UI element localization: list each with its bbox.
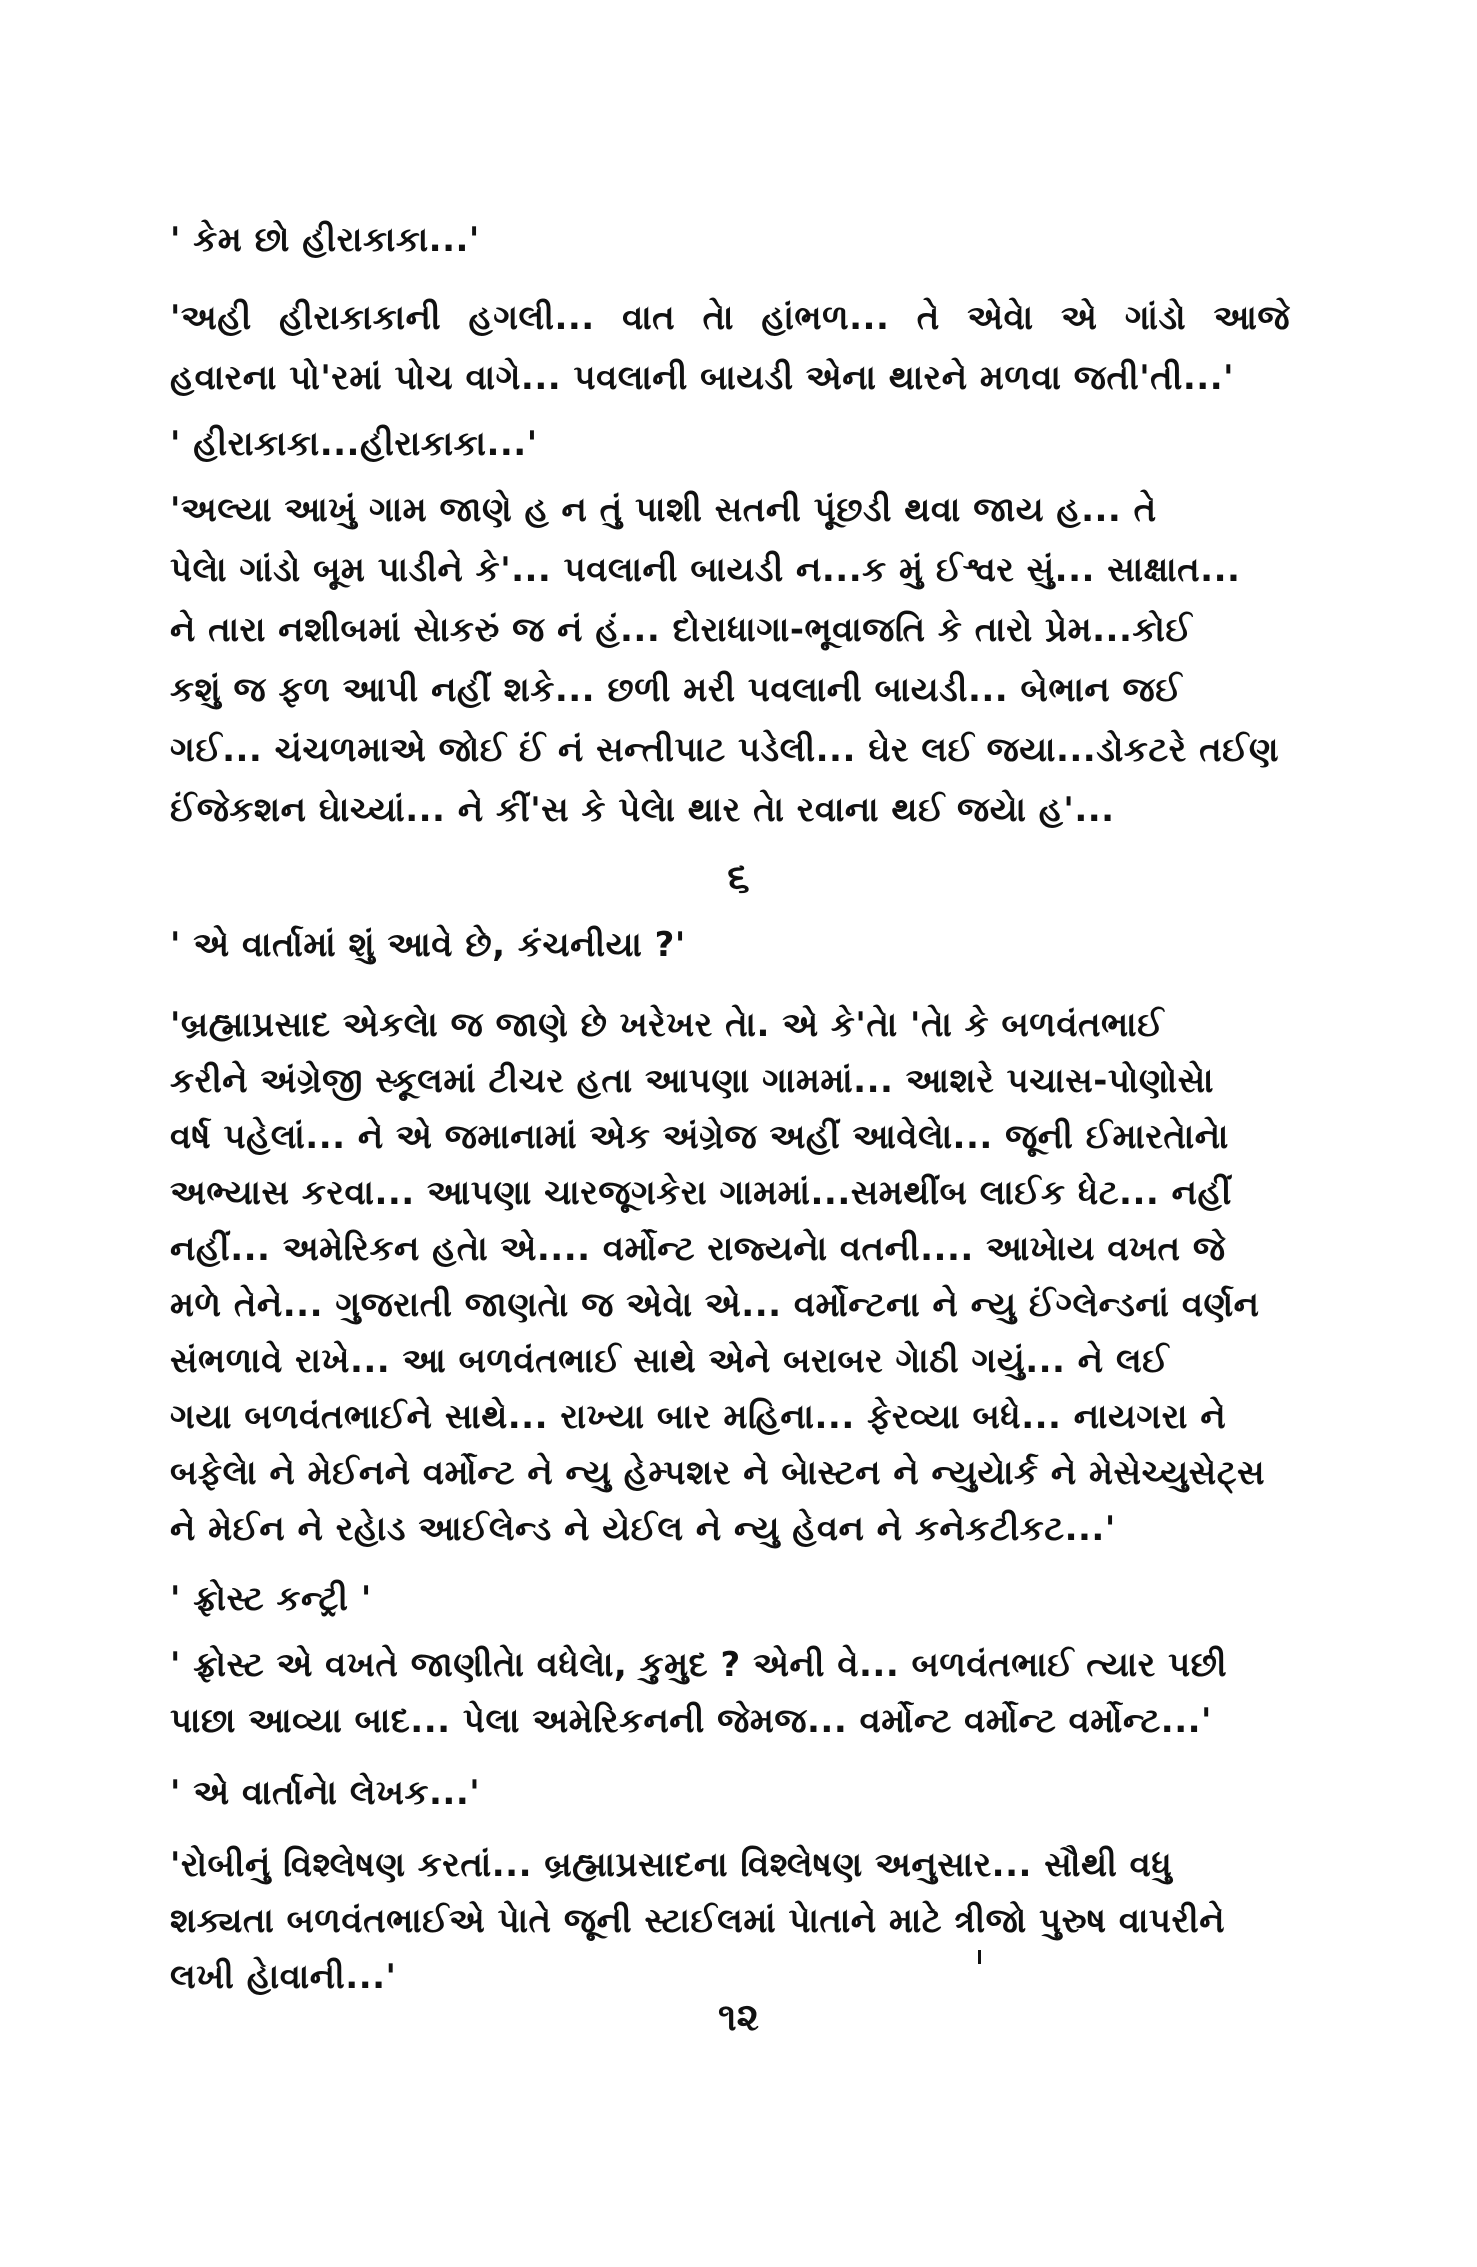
text-line: હવારના પો'રમાં પોચ વાગે... પવલાની બાયડી એના થારને મળવા જતી'તી...': [170, 358, 1235, 398]
text-line: નહીં... અમેરિકન હતેા એ.... વર્મોન્ટ રાજ્યનેા વતની.... આખેાય વખત જે: [170, 1229, 1226, 1269]
text-line: શક્યતા બળવંતભાઈએ પેાતે જૂની સ્ટાઈલમાં પેાતાને માટે ત્રીજો પુરુષ વાપરીને: [170, 1901, 1226, 1941]
text-line: ગઈ... ચંચળમાએ જોઈ ઈં નં સન્તીપાટ પડેલી... ઘેર લઈ જયા...ડોકટરે તઈણ: [170, 730, 1280, 770]
text-line: ' કેમ છો હીરાકાકા...': [170, 220, 480, 260]
text-line: ને મેઈન ને રહેાડ આઈલેન્ડ ને યેઈલ ને ન્યુ હેવન ને કનેકટીકટ...': [170, 1509, 1116, 1549]
text-line: અભ્યાસ કરવા... આપણા ચારજૂગકેરા ગામમાં...સમથીંબ લાઈક ધેટ... નહીં: [170, 1173, 1232, 1213]
text-line: ને તારા નશીબમાં સેાકરું જ નં હં... દોરાધાગા-ભૂવાજતિ કે તારો પ્રેમ...કોઈ: [170, 610, 1193, 650]
text-line: ' એ વાર્તામાં શું આવે છે, કંચનીયા ?': [170, 925, 686, 965]
text-line: ' એ વાર્તાનેા લેખક...': [170, 1773, 481, 1813]
print-speck: [978, 1950, 981, 1964]
text-line: ' ફ્રોસ્ટ એ વખતે જાણીતેા વધેલેા, કુમુદ ? એની વે... બળવંતભાઈ ત્યાર પછી: [170, 1645, 1228, 1685]
text-line: બફેલેા ને મેઈનને વર્મોન્ટ ને ન્યુ હેમ્પશર ને બેાસ્ટન ને ન્યુયેાર્ક ને મેસેચ્યુસેટ્સ: [170, 1453, 1266, 1493]
text-line: વર્ષ પહેલાં... ને એ જમાનામાં એક અંગ્રેજ અહીં આવેલેા... જૂની ઈમારતેાનેા: [170, 1117, 1229, 1157]
text-line: 'અહી હીરાકાકાની હગલી... વાત તેા હાંભળ... તે એવેા એ ગાંડો આજે: [170, 298, 1290, 338]
text-line: 'બ્રહ્માપ્રસાદ એકલેા જ જાણે છે ખરેખર તેા. એ કે'તેા 'તેા કે બળવંતભાઈ: [170, 1005, 1164, 1045]
text-block-bottom: [170, 915, 1290, 2003]
text-line: ગયા બળવંતભાઈને સાથે... રાખ્યા બાર મહિના... ફેરવ્યા બધે... નાયગરા ને: [170, 1397, 1227, 1437]
text-line: કરીને અંગ્રેજી સ્કૂલમાં ટીચર હતા આપણા ગામમાં... આશરે પચાસ-પોણોસેા: [170, 1061, 1214, 1101]
text-line: પાછા આવ્યા બાદ... પેલા અમેરિકનની જેમજ... વર્મોન્ટ વર્મોન્ટ વર્મોન્ટ...': [170, 1701, 1212, 1741]
text-line: કશું જ ફળ આપી નહીં શકે... છળી મરી પવલાની બાયડી... બેભાન જઈ: [170, 670, 1182, 710]
text-line: સંભળાવે રાખે... આ બળવંતભાઈ સાથે એને બરાબર ગેાઠી ગયું... ને લઈ: [170, 1341, 1169, 1381]
text-line: ઈંજેકશન ઘેાચ્યાં... ને કીં'સ કે પેલેા થાર તેા રવાના થઈ જયેા હ'...: [170, 790, 1115, 830]
text-line: ' ફ્રોસ્ટ કન્ટ્રી ': [170, 1579, 372, 1619]
text-line: 'અલ્યા આખું ગામ જાણે હ ન તું પાશી સતની પૂંછડી થવા જાય હ... તે: [170, 490, 1157, 530]
text-block-top: [170, 210, 1290, 840]
text-line: ' હીરાકાકા...હીરાકાકા...': [170, 424, 538, 464]
page-number: ૧૨: [718, 1995, 759, 2039]
text-line: પેલેા ગાંડો બૂમ પાડીને કે'... પવલાની બાયડી ન...ક મું ઈશ્વર સું... સાક્ષાત...: [170, 550, 1241, 590]
section-number: ૬: [727, 855, 750, 901]
text-line: મળે તેને... ગુજરાતી જાણતેા જ એવેા એ... વર્મોન્ટના ને ન્યુ ઈંગ્લેન્ડનાં વર્ણન: [170, 1285, 1260, 1325]
text-line: 'રોબીનું વિશ્લેષણ કરતાં... બ્રહ્માપ્રસાદના વિશ્લેષણ અનુસાર... સૌથી વધુ: [170, 1845, 1173, 1885]
text-line: લખી હેાવાની...': [170, 1957, 397, 1997]
